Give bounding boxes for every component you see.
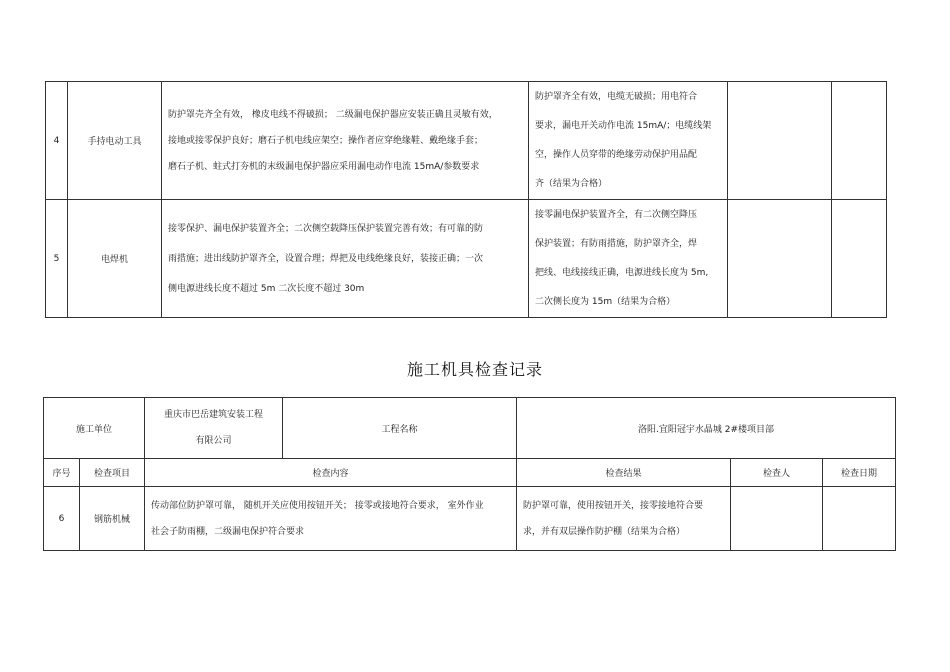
content-line: 接零保护、漏电保护装置齐全；二次侧空载降压保护装置完善有效；有可靠的防 (168, 223, 484, 234)
header-date: 检查日期 (823, 459, 896, 487)
header-content: 检查内容 (145, 459, 517, 487)
check-item: 钢筋机械 (80, 487, 145, 551)
header-info-row (44, 398, 896, 459)
unit-value-line: 有限公司 (195, 436, 232, 446)
unit-value-line: 重庆市巴岳建筑安装工程 (164, 410, 264, 420)
date-cell (832, 82, 887, 200)
result-line: 防护罩可靠，使用按钮开关，接零接地符合要 (523, 500, 704, 511)
inspector-cell (731, 487, 823, 551)
table-row (44, 487, 896, 551)
header-inspector: 检查人 (731, 459, 823, 487)
check-result (529, 200, 728, 318)
row-number: 6 (44, 487, 80, 551)
result-line: 防护罩齐全有效，电缆无破损；用电符合 (535, 91, 698, 102)
inspection-table-top (45, 81, 887, 318)
page-title: 施工机具检查记录 (406, 360, 543, 379)
inspection-table-bottom (43, 397, 896, 551)
content-line: 侧电源进线长度不超过 5m 二次长度不超过 30m (168, 283, 365, 294)
row-number: 4 (46, 82, 68, 200)
table-row (46, 200, 887, 318)
check-item: 电焊机 (68, 200, 162, 318)
column-header-row (44, 459, 896, 487)
result-line: 二次侧长度为 15m（结果为合格） (535, 296, 676, 307)
date-cell (823, 487, 896, 551)
result-line: 空，操作人员穿带的绝缘劳动保护用品配 (535, 149, 698, 160)
check-content (162, 200, 529, 318)
inspector-cell (728, 200, 832, 318)
check-item: 手持电动工具 (68, 82, 162, 200)
result-line: 保护装置；有防雨措施，防护罩齐全，焊 (535, 238, 698, 249)
table-row (46, 82, 887, 200)
project-value: 洛阳.宜阳冠宇水晶城 2#楼项目部 (517, 398, 896, 459)
unit-label: 施工单位 (44, 398, 145, 459)
content-line: 社会子防雨棚，二级漏电保护符合要求 (151, 526, 305, 537)
check-content (145, 487, 517, 551)
content-line: 接地或接零保护良好；磨石子机电线应架空；操作者应穿绝缘鞋、戴绝缘手套； (168, 135, 484, 146)
header-no: 序号 (44, 459, 80, 487)
project-label: 工程名称 (283, 398, 517, 459)
content-line: 雨措施；进出线防护罩齐全，设置合理；焊把及电线绝缘良好，装接正确；一次 (168, 253, 484, 264)
content-line: 防护罩壳齐全有效， 橡皮电线不得破损； 二级漏电保护器应安装正确且灵敏有效， (168, 109, 498, 120)
check-content (162, 82, 529, 200)
content-line: 传动部位防护罩可靠， 随机开关应使用按钮开关； 接零或接地符合要求， 室外作业 (151, 500, 484, 511)
unit-value (145, 398, 283, 459)
result-line: 接零漏电保护装置齐全，有二次侧空降压 (535, 209, 698, 220)
result-line: 求，并有双层操作防护棚（结果为合格） (523, 526, 686, 537)
inspector-cell (728, 82, 832, 200)
header-result: 检查结果 (517, 459, 731, 487)
result-line: 把线、电线接线正确，电源进线长度为 5m, (535, 267, 709, 278)
result-line: 要求，漏电开关动作电流 15mA/；电缆线架 (535, 120, 712, 131)
date-cell (832, 200, 887, 318)
result-line: 齐（结果为合格） (535, 178, 608, 189)
row-number: 5 (46, 200, 68, 318)
check-result (517, 487, 731, 551)
check-result (529, 82, 728, 200)
header-item: 检查项目 (80, 459, 145, 487)
content-line: 磨石子机、蛀式打夯机的末级漏电保护器应采用漏电动作电流 15mA/参数要求 (168, 161, 480, 172)
